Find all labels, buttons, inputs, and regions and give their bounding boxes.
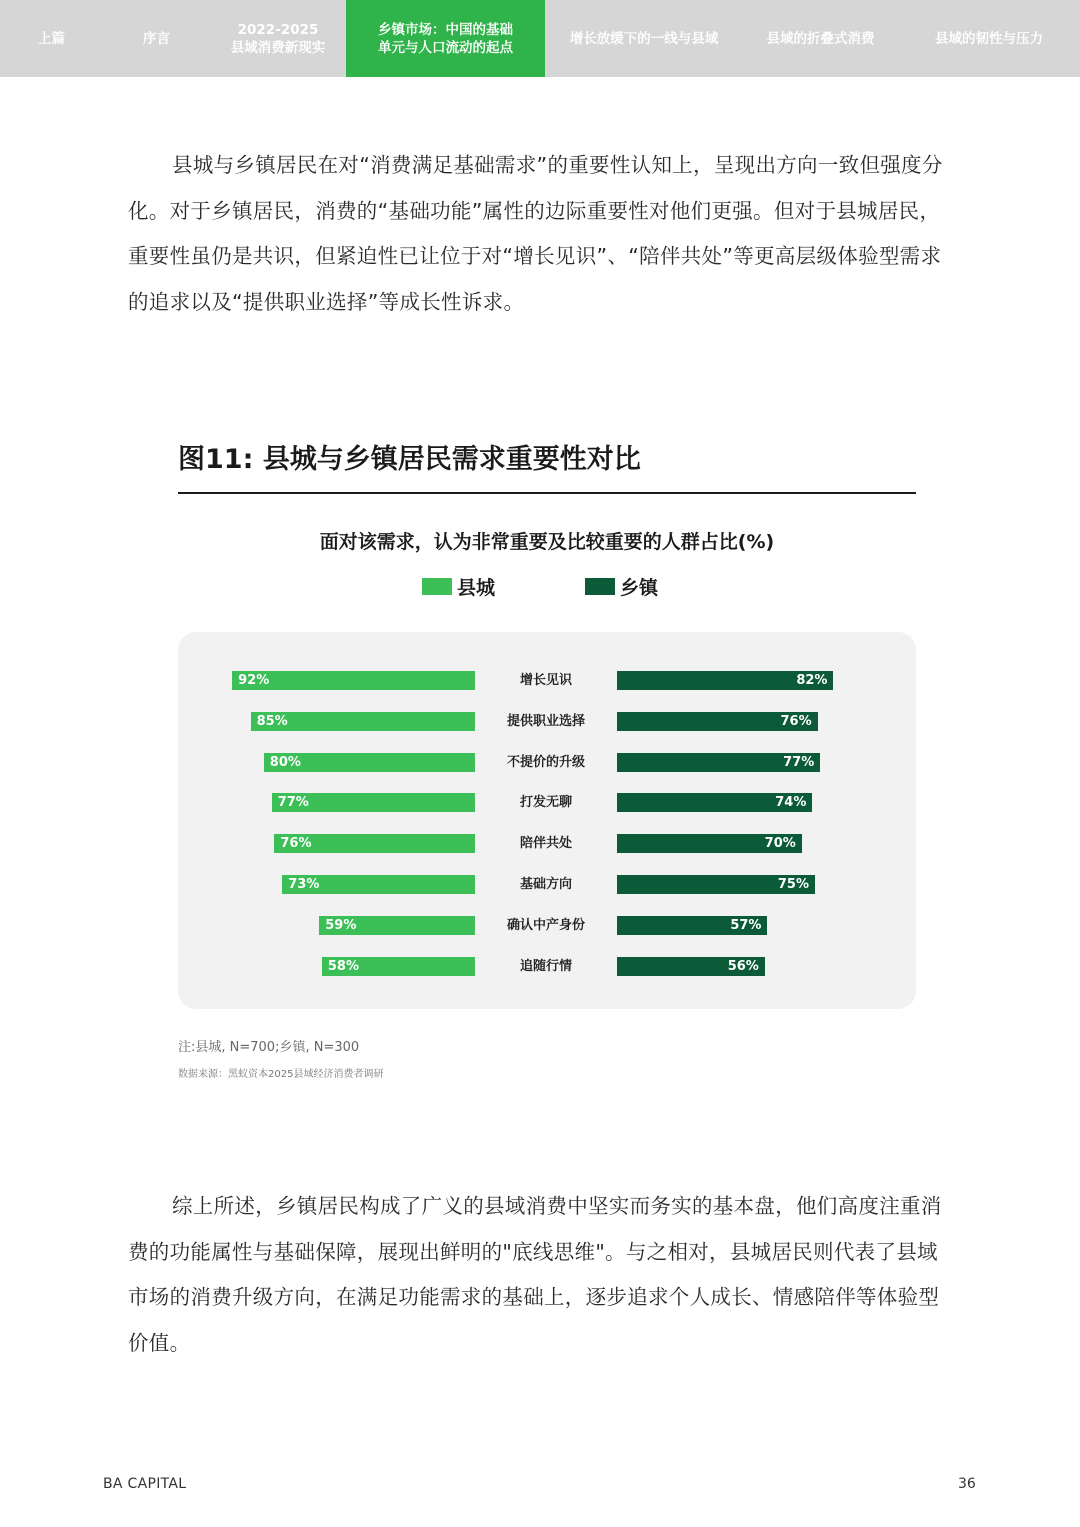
figure-divider: [178, 492, 916, 494]
bar-township-value-7: 56%: [727, 959, 759, 974]
nav-tab-slowdown[interactable]: 增长放缓下的一线与县域: [569, 30, 719, 47]
bar-township-value-1: 76%: [780, 714, 812, 729]
category-label-2: 不提价的升级: [506, 755, 585, 770]
bar-county-value-4: 76%: [280, 836, 312, 851]
bar-county-value-2: 80%: [269, 755, 301, 770]
nav-tab-resilience[interactable]: 县域的韧性与压力: [935, 30, 1043, 47]
legend-swatch-county: [422, 578, 452, 595]
bar-township-value-4: 70%: [764, 836, 796, 851]
chart-title: 面对该需求，认为非常重要及比较重要的人群占比(%): [319, 531, 775, 553]
nav-tab-part1[interactable]: 上篇: [38, 30, 65, 47]
top-navigation: [0, 0, 1080, 77]
bar-county-value-1: 85%: [256, 714, 288, 729]
page-number: 36: [958, 1476, 976, 1492]
category-label-3: 打发无聊: [519, 795, 572, 810]
nav-tab-preface[interactable]: 序言: [143, 30, 170, 47]
bar-county-value-5: 73%: [288, 877, 320, 892]
category-label-1: 提供职业选择: [506, 714, 585, 729]
footer-brand: BA CAPITAL: [103, 1476, 187, 1492]
summary-paragraph: 综上所述，乡镇居民构成了广义的县域消费中坚实而务实的基本盘，他们高度注重消费的功能属性与基础保障，展现出鲜明的"底线思维"。与之相对，县城居民则代表了县域市场的消费升级方向，在满足功能需求的基础上，逐步追求个人成长、情感陪伴等体验型价值。: [128, 1194, 942, 1355]
chart-source: 数据来源：黑蚁资本2025县域经济消费者调研: [178, 1069, 384, 1080]
bar-county-value-6: 59%: [325, 918, 357, 933]
category-label-7: 追随行情: [519, 959, 572, 974]
intro-paragraph: 县城与乡镇居民在对“消费满足基础需求”的重要性认知上，呈现出方向一致但强度分化。对于乡镇居民，消费的“基础功能”属性的边际重要性对他们更强。但对于县城居民，重要性虽仍是共识，但紧迫性已让位于对“增长见识”、“陪伴共处”等更高层级体验型需求的追求以及“提供职业选择”等成长性诉求。: [128, 153, 943, 314]
bar-township-value-6: 57%: [730, 918, 762, 933]
chart-note: 注:县城, N=700;乡镇, N=300: [178, 1040, 360, 1055]
legend-item-township: [585, 573, 658, 600]
figure-title: 图11: 县城与乡镇居民需求重要性对比: [178, 444, 641, 475]
nav-tab-township-market[interactable]: 乡镇市场：中国的基础 单元与人口流动的起点: [346, 0, 545, 77]
category-label-4: 陪伴共处: [519, 836, 572, 851]
bar-township-value-3: 74%: [775, 795, 807, 810]
bar-county-value-0: 92%: [238, 673, 270, 688]
nav-tab-new-reality[interactable]: 2022-2025 县域消费新现实: [230, 21, 326, 56]
bar-county-value-3: 77%: [277, 795, 309, 810]
legend-item-county: [422, 573, 495, 600]
legend-label-township: 乡镇: [620, 577, 659, 599]
bar-township-value-5: 75%: [777, 877, 809, 892]
chart-panel: [178, 632, 916, 1009]
category-label-5: 基础方向: [519, 877, 572, 892]
category-label-6: 确认中产身份: [506, 918, 585, 933]
bar-township-value-2: 77%: [783, 755, 815, 770]
chart-legend: [0, 573, 1080, 600]
nav-tab-folded-consumption[interactable]: 县域的折叠式消费: [766, 30, 875, 47]
category-label-0: 增长见识: [519, 673, 572, 688]
legend-swatch-township: [585, 578, 615, 595]
bar-township-value-0: 82%: [796, 673, 828, 688]
legend-label-county: 县城: [456, 577, 495, 599]
bar-county-value-7: 58%: [327, 959, 359, 974]
